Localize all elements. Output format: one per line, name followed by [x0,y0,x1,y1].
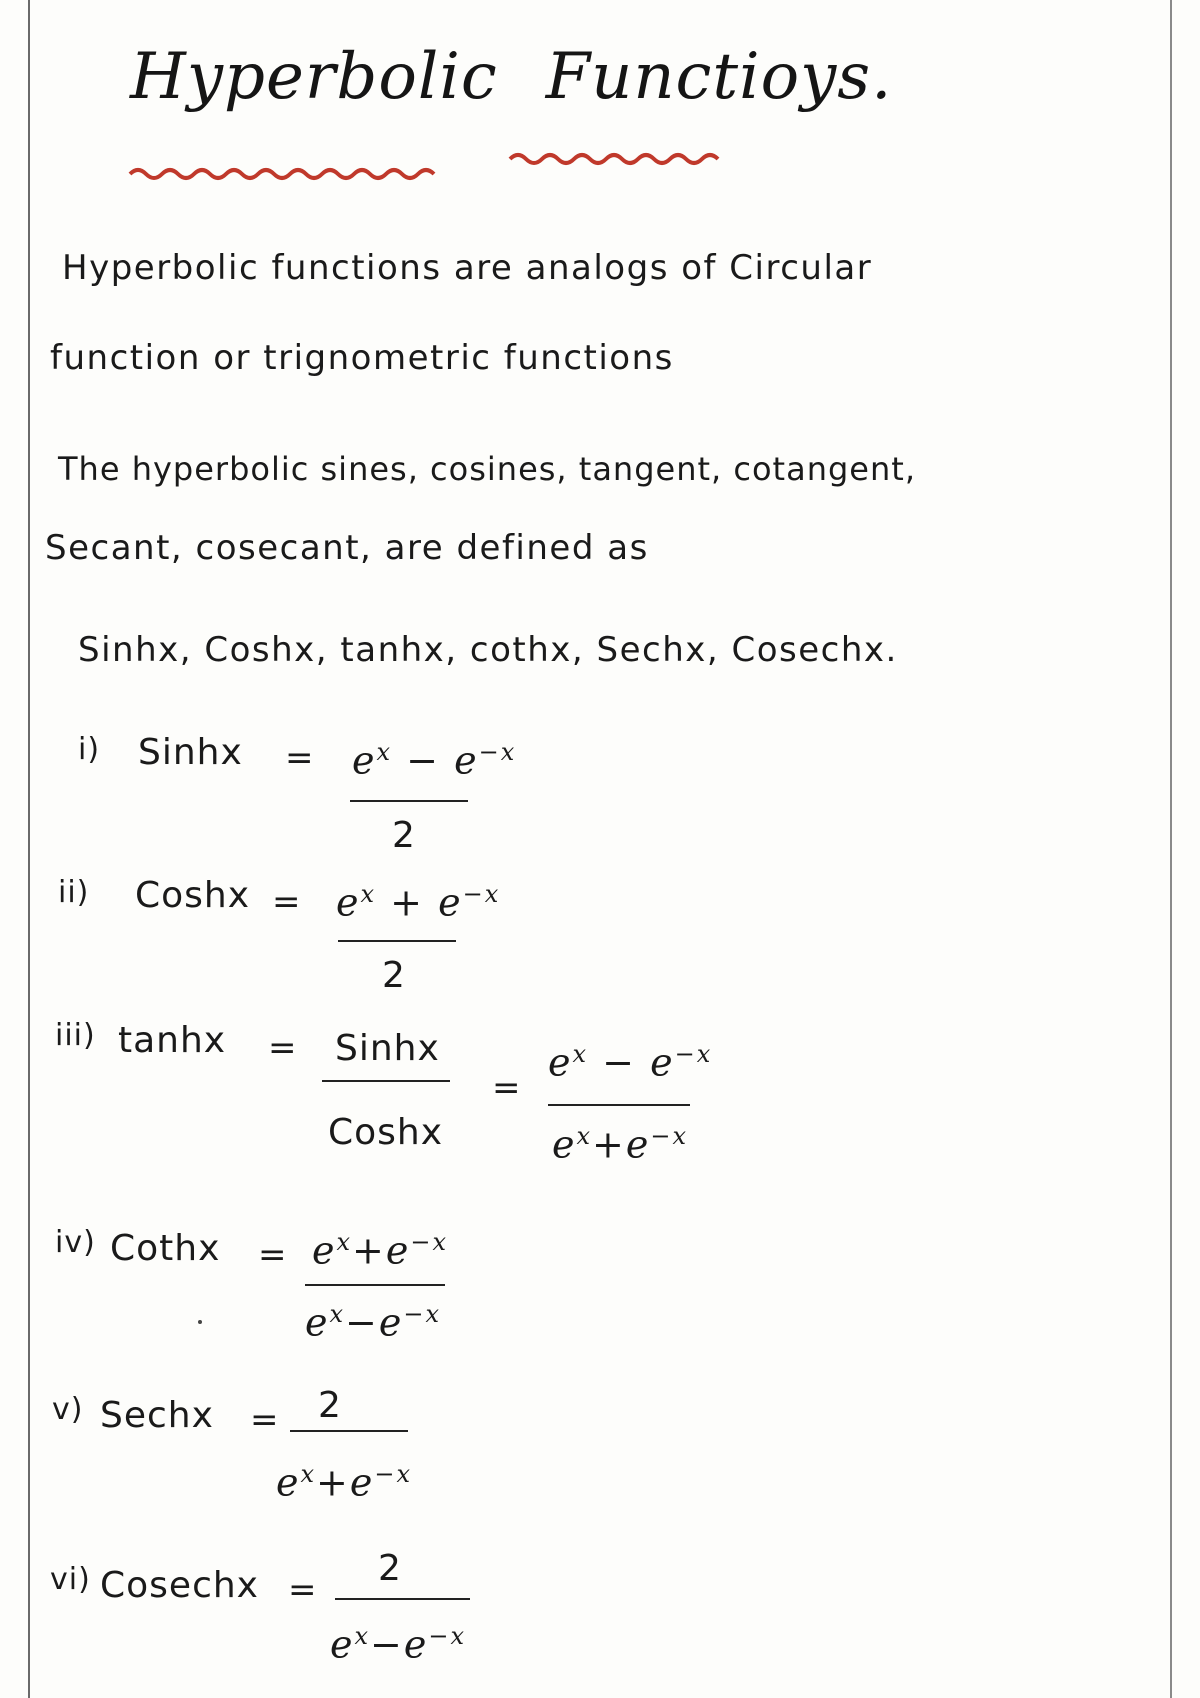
equals-sign: = [285,738,315,778]
fraction-bar [338,940,456,942]
denominator: $e^x+e^{-x}$ [552,1122,689,1167]
denominator: $e^x+e^{-x}$ [276,1460,413,1505]
denominator: $e^x-e^{-x}$ [305,1300,442,1345]
definition-line-1: The hyperbolic sines, cosines, tangent, cotangent, [58,450,916,488]
denominator: 2 [392,815,416,856]
denominator: $e^x-e^{-x}$ [330,1622,467,1667]
formula-name: tanhx [118,1020,227,1061]
denominator: 2 [382,955,406,996]
numerator: $e^x - e^{-x}$ [352,738,517,783]
formula-number: ii) [58,875,90,910]
numerator: $e^x - e^{-x}$ [548,1040,713,1085]
definition-line-2: Secant, cosecant, are defined as [45,528,649,568]
equals-sign: = [250,1400,280,1440]
numerator: $e^x+e^{-x}$ [312,1228,449,1273]
equals-sign: = [492,1068,522,1108]
formula-number: vi) [50,1562,91,1597]
numerator: $e^x + e^{-x}$ [336,880,501,925]
formula-name: Cosechx [100,1565,259,1606]
fraction-bar [290,1430,408,1432]
title-word-2: Functioys. [545,40,893,114]
intro-line-2: function or trignometric functions [50,338,674,378]
numerator: 2 [318,1385,342,1426]
formula-name: Cothx [110,1228,221,1269]
equals-sign: = [268,1028,298,1068]
stray-dot [198,1320,202,1324]
intro-line-1: Hyperbolic functions are analogs of Circular [62,248,873,288]
fraction-bar [335,1598,470,1600]
mid-denominator: Coshx [328,1112,444,1153]
fraction-bar [350,800,468,802]
function-list: Sinhx, Coshx, tanhx, cothx, Sechx, Cosechx. [78,630,898,670]
equals-sign: = [272,882,302,922]
formula-name: Sechx [100,1395,214,1436]
formula-number: iv) [55,1225,96,1260]
formula-name: Sinhx [138,732,243,773]
title-word-1: Hyperbolic [130,40,498,114]
fraction-bar [322,1080,450,1082]
fraction-bar [548,1104,690,1106]
formula-number: iii) [55,1018,96,1053]
formula-number: i) [78,732,101,767]
equals-sign: = [288,1570,318,1610]
formula-name: Coshx [135,875,251,916]
mid-numerator: Sinhx [335,1028,440,1069]
numerator: 2 [378,1548,402,1589]
fraction-bar [305,1284,445,1286]
formula-number: v) [52,1392,84,1427]
equals-sign: = [258,1235,288,1275]
